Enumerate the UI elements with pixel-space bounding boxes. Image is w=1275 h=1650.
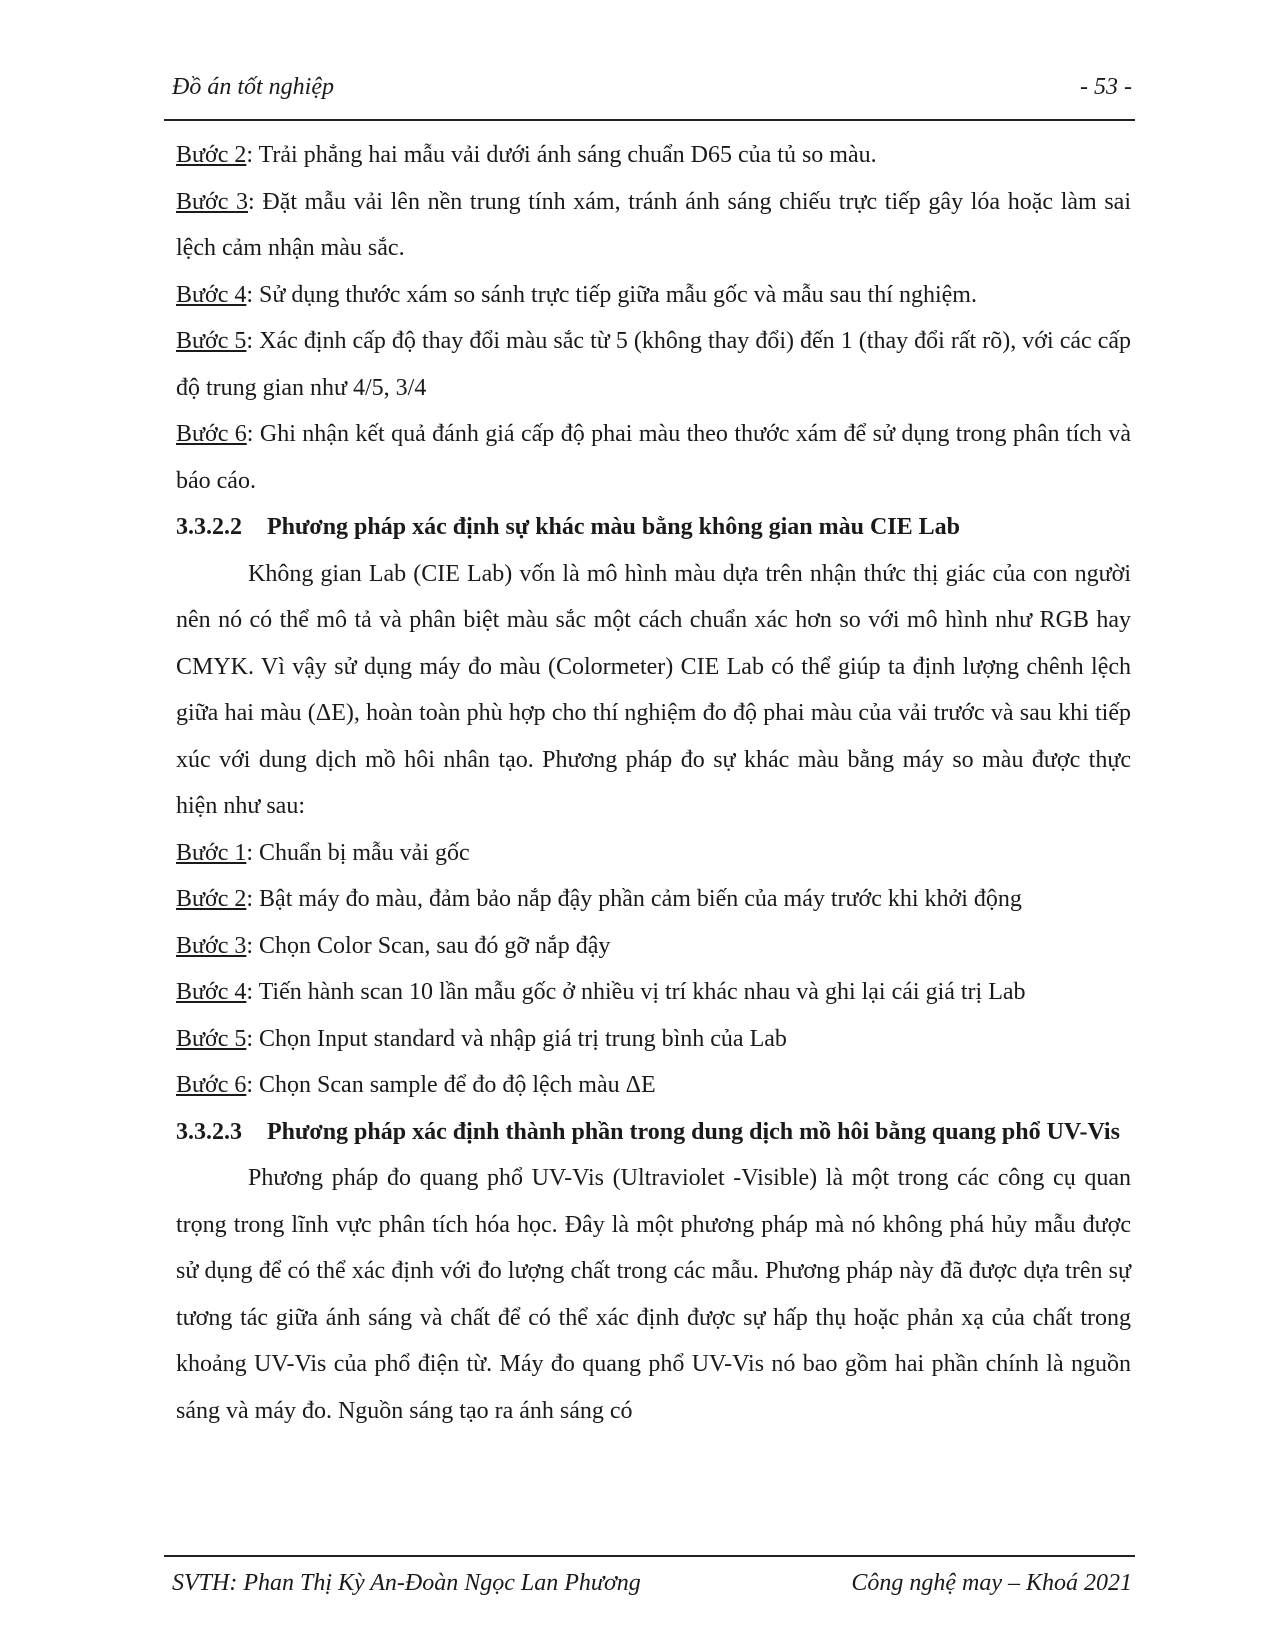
step-label: Bước 2 [176, 142, 247, 168]
section-title: Phương pháp xác định thành phần trong dung dịch mồ hôi bằng quang phổ UV-Vis [267, 1118, 1120, 1145]
step-paragraph [176, 923, 1131, 970]
step-paragraph [176, 179, 1131, 272]
section-number: 3.3.2.3 [176, 1118, 242, 1145]
page-body [176, 132, 1131, 1434]
step-label: Bước 6 [176, 421, 247, 447]
step-paragraph [176, 132, 1131, 179]
section-title: Phương pháp xác định sự khác màu bằng không gian màu CIE Lab [267, 514, 961, 540]
step-label: Bước 3 [176, 932, 247, 959]
section-heading-uv-vis [176, 1109, 1131, 1156]
step-paragraph [176, 876, 1131, 923]
page-footer [172, 1570, 1132, 1610]
step-text: : Đặt mẫu vải lên nền trung tính xám, tránh ánh sáng chiếu trực tiếp gây lóa hoặc làm sai lệch cảm nhận màu sắc. [176, 188, 1132, 261]
step-paragraph [176, 318, 1131, 411]
step-label: Bước 3 [176, 188, 249, 215]
step-text: : Chọn Scan sample để đo độ lệch màu ΔE [246, 1072, 656, 1098]
step-paragraph [176, 272, 1131, 319]
section-number: 3.3.2.2 [176, 514, 242, 540]
header-divider [164, 119, 1135, 121]
page-number: - 53 - [1080, 74, 1132, 100]
footer-program: Công nghệ may – Khoá 2021 [851, 1570, 1132, 1596]
step-paragraph [176, 830, 1131, 877]
step-label: Bước 4 [176, 281, 247, 308]
step-paragraph [176, 1062, 1131, 1109]
step-text: : Ghi nhận kết quả đánh giá cấp độ phai màu theo thước xám để sử dụng trong phân tích và báo cáo. [176, 421, 1131, 494]
footer-divider [164, 1555, 1135, 1557]
step-paragraph [176, 411, 1131, 504]
step-text: : Chọn Input standard và nhập giá trị trung bình của Lab [246, 1025, 787, 1052]
body-paragraph: Không gian Lab (CIE Lab) vốn là mô hình màu dựa trên nhận thức thị giác của con người nên nó có thể mô tả và phân biệt màu sắc một cách chuẩn xác hơn so với mô hình như RGB hay CMYK. Vì vậy sử dụng máy đo màu (Colormeter) CIE Lab có thể giúp ta định lượng chênh lệch giữa hai màu (ΔE), hoàn toàn phù hợp cho thí nghiệm đo độ phai màu của vải trước và sau khi tiếp xúc với dung dịch mồ hôi nhân tạo. Phương pháp đo sự khác màu bằng máy so màu được thực hiện như sau: [176, 560, 1131, 819]
step-paragraph [176, 969, 1131, 1016]
step-paragraph [176, 1016, 1131, 1063]
step-text: : Sử dụng thước xám so sánh trực tiếp giữa mẫu gốc và mẫu sau thí nghiệm. [246, 281, 977, 308]
step-text: : Xác định cấp độ thay đổi màu sắc từ 5 (không thay đổi) đến 1 (thay đổi rất rõ), với các cấp độ trung gian như 4/5, 3/4 [176, 328, 1132, 401]
step-text: : Trải phẳng hai mẫu vải dưới ánh sáng chuẩn D65 của tủ so màu. [246, 142, 877, 168]
step-text: : Tiến hành scan 10 lần mẫu gốc ở nhiều vị trí khác nhau và ghi lại cái giá trị Lab [246, 979, 1026, 1005]
step-text: : Chuẩn bị mẫu vải gốc [246, 839, 470, 866]
step-label: Bước 5 [176, 1025, 247, 1052]
page-header [172, 74, 1132, 114]
step-label: Bước 1 [176, 839, 247, 866]
step-label: Bước 4 [176, 979, 247, 1005]
step-label: Bước 6 [176, 1072, 247, 1098]
step-label: Bước 5 [176, 328, 247, 354]
body-paragraph: Phương pháp đo quang phổ UV-Vis (Ultraviolet -Visible) là một trong các công cụ quan trọng trong lĩnh vực phân tích hóa học. Đây là một phương pháp mà nó không phá hủy mẫu được sử dụng để có thể xác định với đo lượng chất trong các mẫu. Phương pháp này đã được dựa trên sự tương tác giữa ánh sáng và chất để có thể xác định được sự hấp thụ hoặc phản xạ của chất trong khoảng UV-Vis của phổ điện từ. Máy đo quang phổ UV-Vis nó bao gồm hai phần chính là nguồn sáng và máy đo. Nguồn sáng tạo ra ánh sáng có [176, 1165, 1131, 1424]
step-label: Bước 2 [176, 886, 247, 912]
footer-authors: SVTH: Phan Thị Kỳ An-Đoàn Ngọc Lan Phương [172, 1570, 641, 1596]
document-title: Đồ án tốt nghiệp [172, 74, 334, 100]
section-heading-cie-lab [176, 504, 1131, 551]
step-text: : Bật máy đo màu, đảm bảo nắp đậy phần cảm biến của máy trước khi khởi động [246, 886, 1022, 912]
step-text: : Chọn Color Scan, sau đó gỡ nắp đậy [246, 932, 611, 959]
